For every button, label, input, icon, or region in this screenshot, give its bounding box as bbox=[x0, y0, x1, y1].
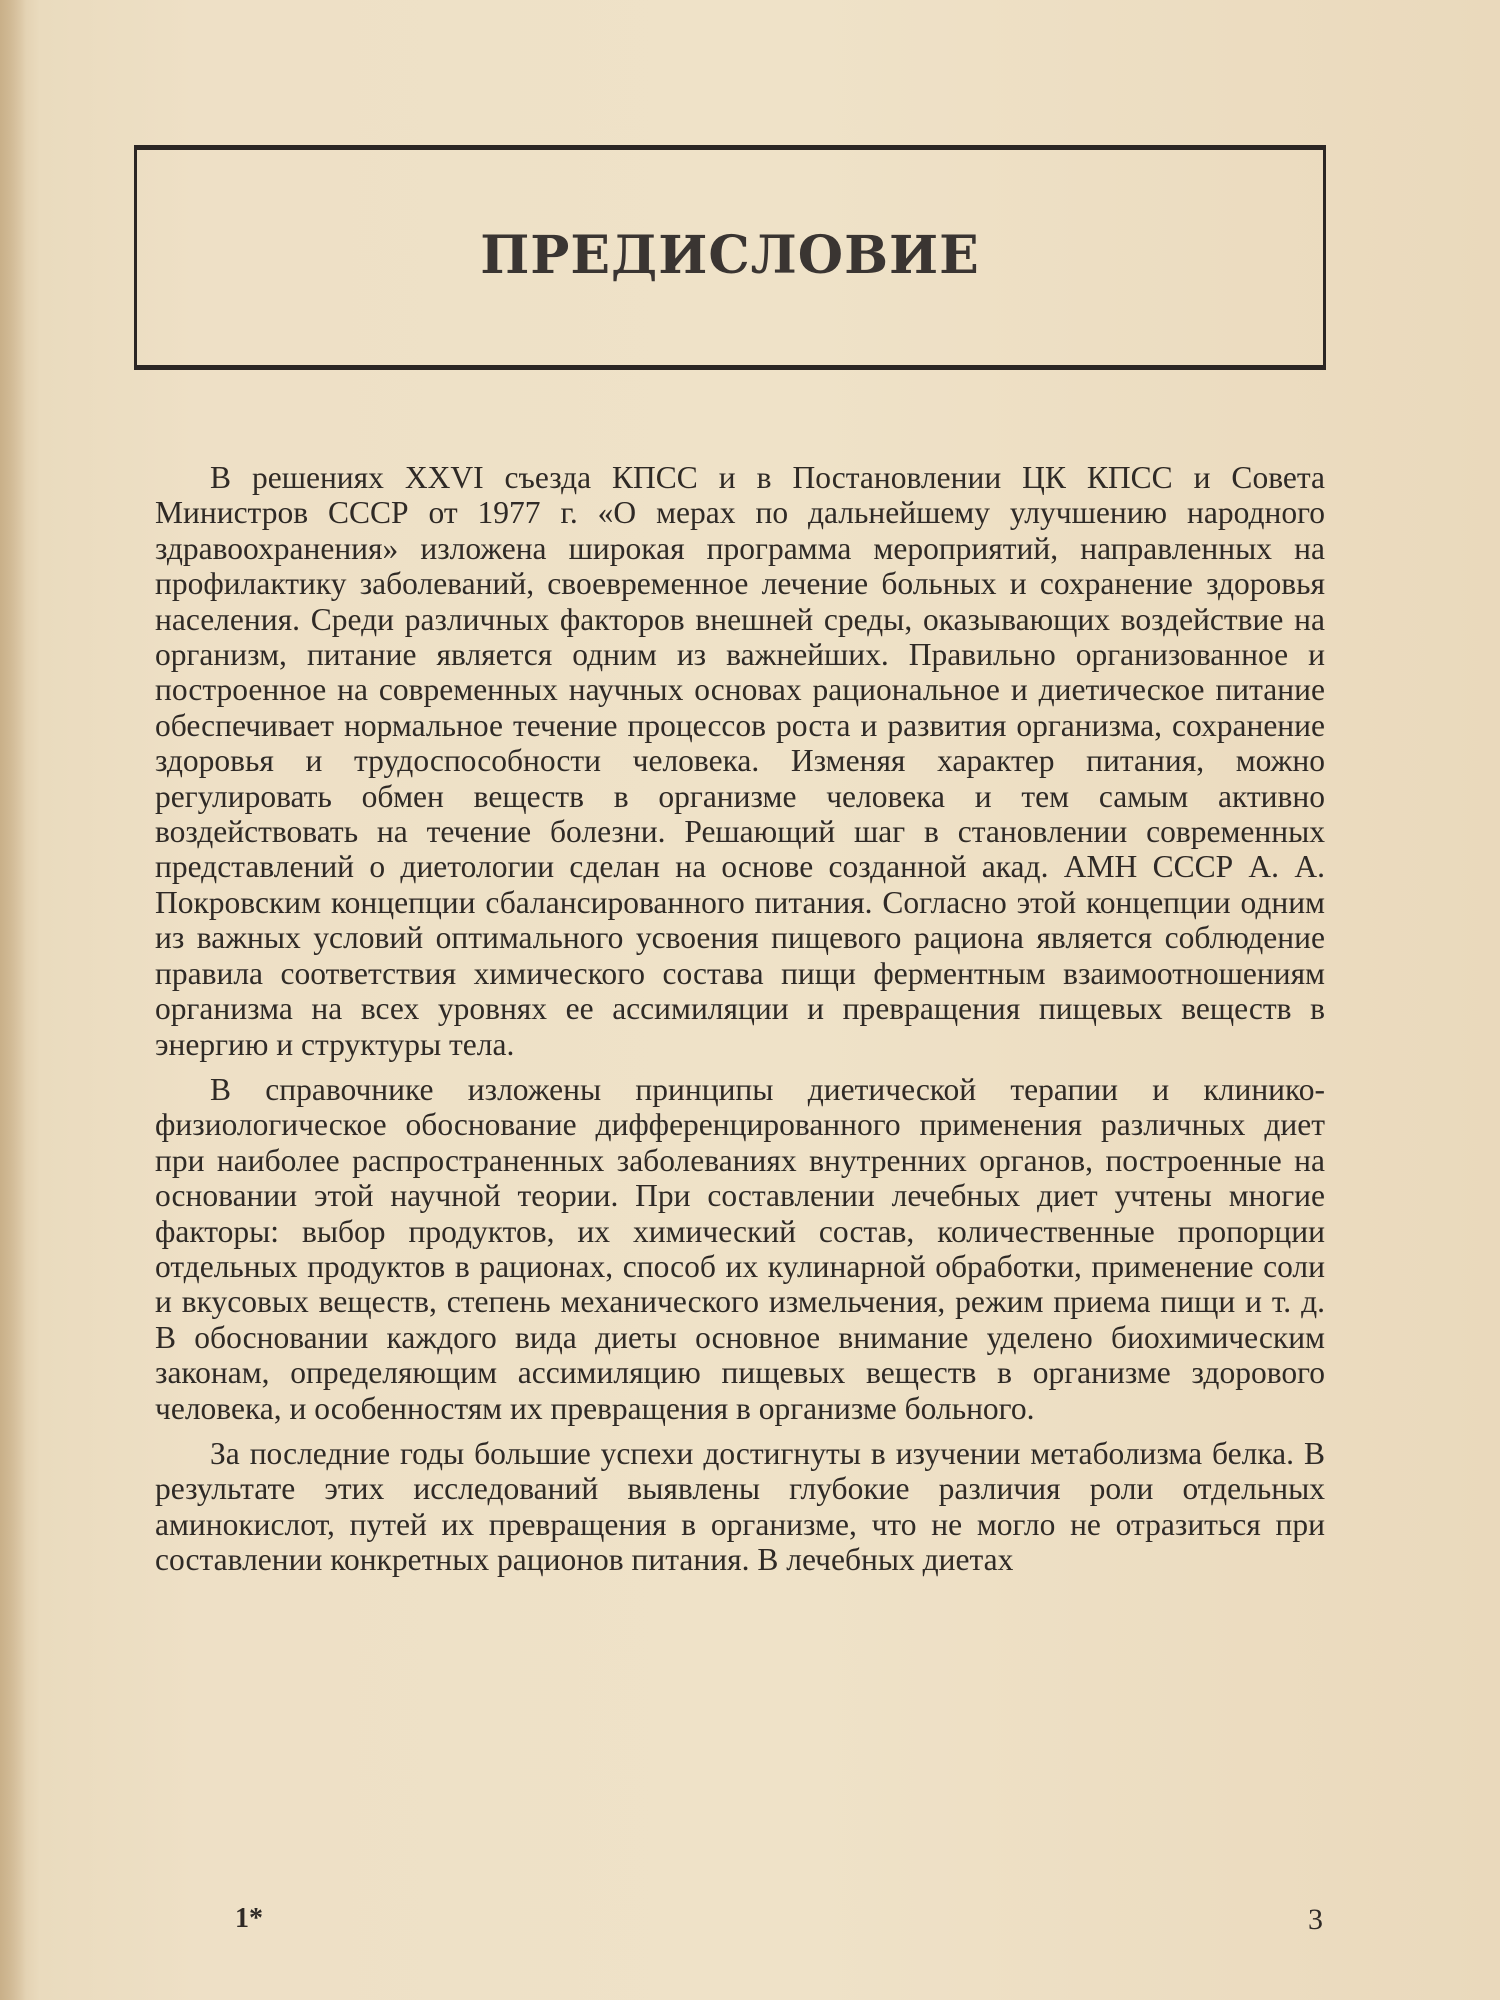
paragraph-1: В решениях XXVI съезда КПСС и в Постановлении ЦК КПСС и Совета Министров СССР от 1977 г. «О мерах по дальнейшему улучшению народного здравоохранения» изложена широкая программа мероприятий, направленных на профилактику заболеваний, своевременное лечение больных и сохранение здоровья населения. Среди различных факторов внешней среды, оказывающих воздействие на организм, питание является одним из важнейших. Правильно организованное и построенное на современных научных основах рациональное и диетическое питание обеспечивает нормальное течение процессов роста и развития организма, сохранение здоровья и трудоспособности человека. Изменяя характер питания, можно регулировать обмен веществ в организме человека и тем самым активно воздействовать на течение болезни. Решающий шаг в становлении современных представлений о диетологии сделан на основе созданной акад. АМН СССР А. А. Покровским концепции сбалансированного питания. Согласно этой концепции одним из важных условий оптимального усвоения пищевого рациона является соблюдение правила соответствия химического состава пищи ферментным взаимоотношениям организма на всех уровнях ее ассимиляции и превращения пищевых веществ в энергию и структуры тела. bbox=[155, 460, 1325, 1062]
title-frame bbox=[134, 145, 1326, 370]
page-number: 3 bbox=[1308, 1903, 1323, 1936]
body-text bbox=[155, 460, 1325, 1588]
paragraph-2: В справочнике изложены принципы диетической терапии и клинико-физиологическое обоснование дифференцированного применения различных диет при наиболее распространенных заболеваниях внутренних органов, построенные на основании этой научной теории. При составлении лечебных диет учтены многие факторы: выбор продуктов, их химический состав, количественные пропорции отдельных продуктов в рационах, способ их кулинарной обработки, применение соли и вкусовых веществ, степень механического измельчения, режим приема пищи и т. д. В обосновании каждого вида диеты основное внимание уделено биохимическим законам, определяющим ассимиляцию пищевых веществ в организме здорового человека, и особенностям их превращения в организме больного. bbox=[155, 1071, 1325, 1426]
page-title: ПРЕДИСЛОВИЕ bbox=[480, 225, 980, 286]
paragraph-3: За последние годы большие успехи достигнуты в изучении метаболизма белка. В результате этих исследований выявлены глубокие различия роли отдельных аминокислот, путей их превращения в организме, что не могло не отразиться при составлении конкретных рационов питания. В лечебных диетах bbox=[155, 1435, 1325, 1578]
signature-mark: 1* bbox=[235, 1903, 263, 1934]
spine-shadow bbox=[0, 0, 26, 2000]
